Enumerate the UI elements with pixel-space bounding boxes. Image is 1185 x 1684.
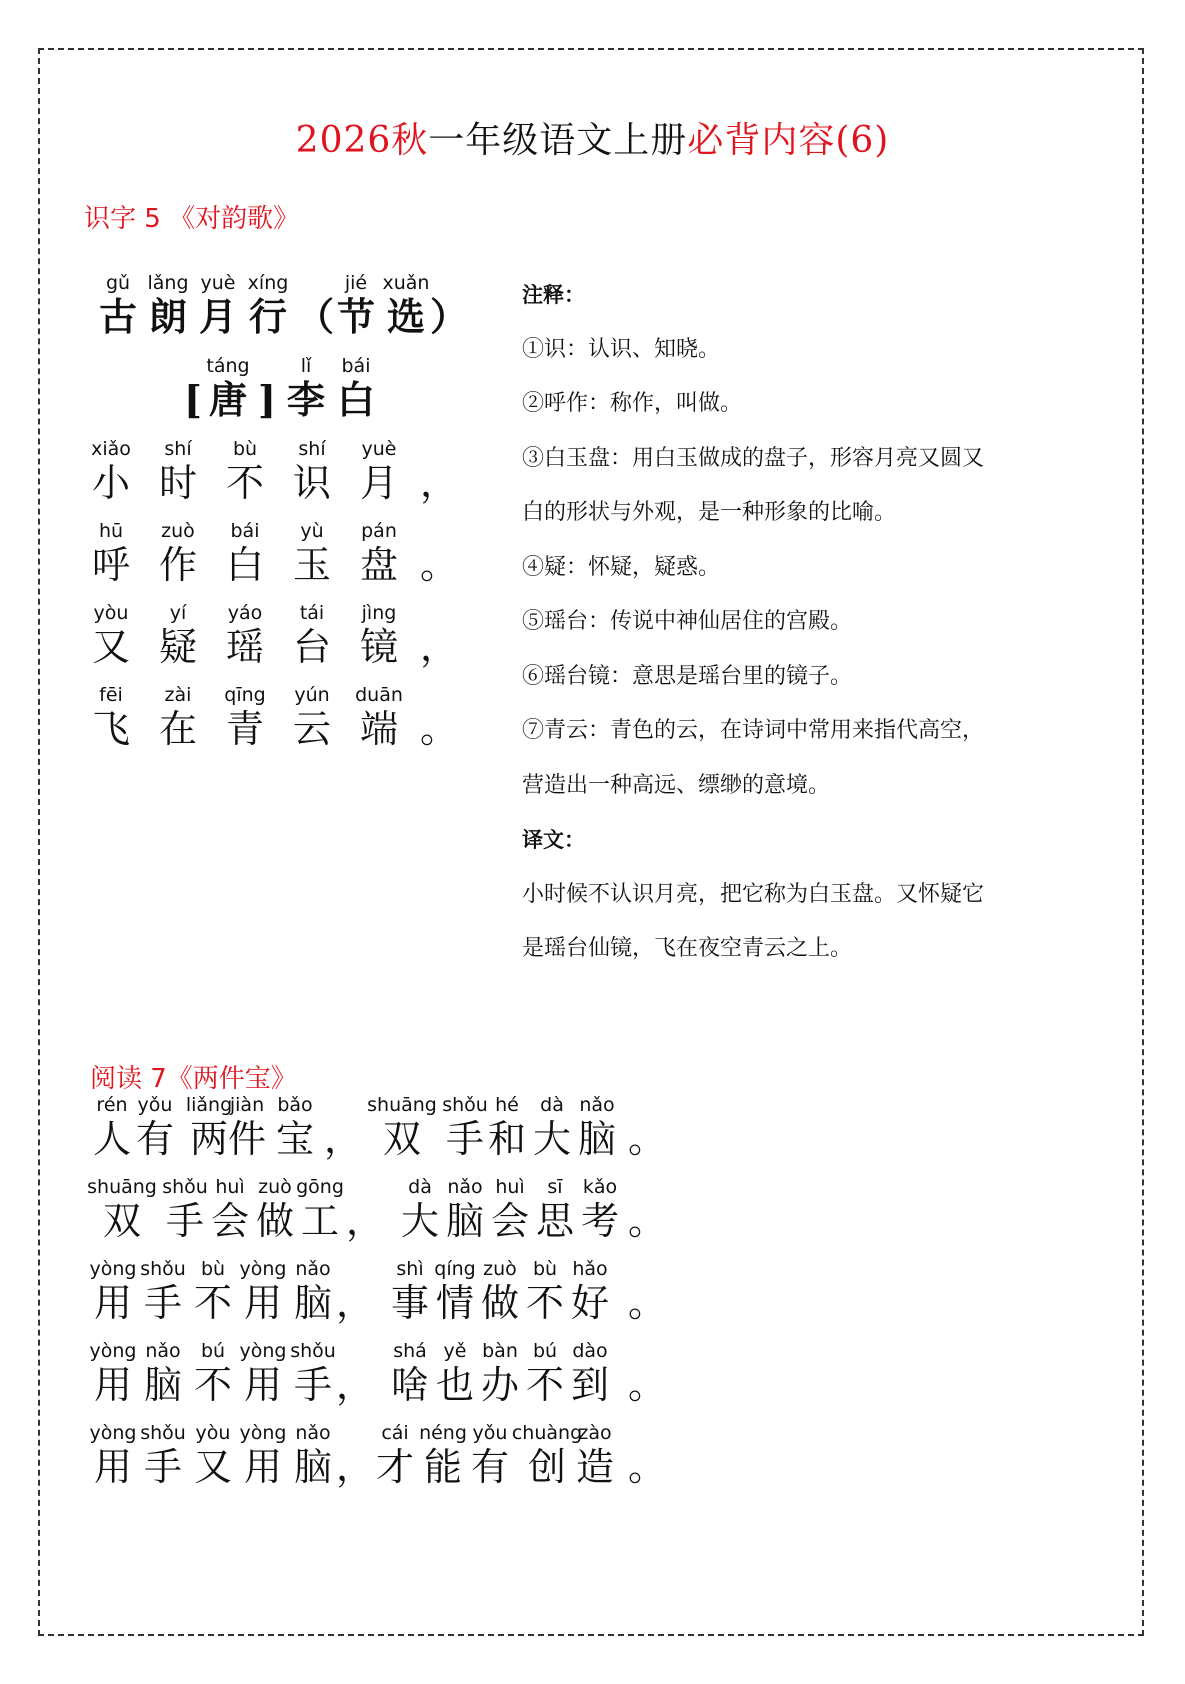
hanzi: 。 bbox=[627, 1117, 666, 1161]
char-cell bbox=[81, 438, 141, 506]
char-cell bbox=[188, 1258, 238, 1326]
hanzi: 。 bbox=[627, 1445, 666, 1489]
hanzi: 手 bbox=[293, 1363, 332, 1407]
hanzi: 台 bbox=[292, 625, 331, 669]
hanzi: 大 bbox=[532, 1117, 571, 1161]
pinyin: nǎo bbox=[295, 1258, 331, 1280]
char-cell bbox=[430, 1258, 480, 1326]
hanzi: 有 bbox=[470, 1445, 509, 1489]
hanzi: 选 bbox=[386, 294, 425, 339]
punctuation: 。 bbox=[420, 543, 459, 587]
pinyin: fēi bbox=[99, 684, 123, 706]
char-cell bbox=[370, 1422, 420, 1490]
hanzi: 有 bbox=[135, 1117, 174, 1161]
hanzi: 在 bbox=[158, 707, 197, 751]
translation-line: 小时候不认识月亮，把它称为白玉盘。又怀疑它 bbox=[522, 881, 985, 907]
hanzi: ， bbox=[345, 1199, 384, 1243]
char-cell bbox=[475, 1258, 525, 1326]
page-title bbox=[0, 112, 1185, 163]
char-cell bbox=[565, 1258, 615, 1326]
char-cell bbox=[440, 1176, 490, 1244]
pinyin: yòu bbox=[195, 1422, 231, 1444]
hanzi: 盘 bbox=[359, 543, 398, 587]
note-line: ⑤瑶台：传说中神仙居住的宫殿。 bbox=[522, 609, 853, 634]
char-cell bbox=[570, 1422, 620, 1490]
pinyin: yòng bbox=[89, 1340, 137, 1362]
char-cell bbox=[333, 355, 379, 423]
hanzi: 。 bbox=[627, 1281, 666, 1325]
hanzi: 云 bbox=[292, 707, 331, 751]
char-cell bbox=[238, 1258, 288, 1326]
pinyin: tái bbox=[299, 602, 325, 624]
hanzi: 。 bbox=[627, 1363, 666, 1407]
hanzi: 情 bbox=[435, 1281, 474, 1325]
pinyin: nǎo bbox=[579, 1094, 615, 1116]
pinyin: bàn bbox=[482, 1340, 518, 1362]
char-cell bbox=[349, 602, 409, 670]
pinyin: sī bbox=[547, 1176, 563, 1198]
hanzi: 脑 bbox=[577, 1117, 616, 1161]
hanzi: 又 bbox=[193, 1445, 232, 1489]
hanzi: 创 bbox=[527, 1445, 566, 1489]
char-cell bbox=[88, 1258, 138, 1326]
char-cell bbox=[349, 438, 409, 506]
pinyin: chuàng bbox=[511, 1422, 583, 1444]
pinyin: yù bbox=[300, 520, 324, 542]
pinyin: yòng bbox=[89, 1258, 137, 1280]
pinyin: zài bbox=[164, 684, 192, 706]
char-cell bbox=[622, 1094, 672, 1162]
char-cell bbox=[367, 1094, 437, 1162]
char-cell bbox=[148, 684, 208, 752]
pinyin: shí bbox=[164, 438, 192, 460]
translation-list bbox=[522, 868, 1122, 977]
pinyin: xíng bbox=[247, 272, 289, 294]
hanzi: 宝 bbox=[275, 1117, 314, 1161]
char-cell bbox=[330, 1258, 380, 1326]
pinyin: lǎng bbox=[147, 272, 189, 294]
hanzi: 造 bbox=[575, 1445, 614, 1489]
pinyin: néng bbox=[419, 1422, 467, 1444]
hanzi: 青 bbox=[225, 707, 264, 751]
char-cell bbox=[295, 1176, 345, 1244]
char-cell bbox=[81, 520, 141, 588]
hanzi: 端 bbox=[359, 707, 398, 751]
char-cell bbox=[148, 520, 208, 588]
note-line: ⑦青云：青色的云，在诗词中常用来指代高空， bbox=[522, 718, 985, 743]
pinyin: yě bbox=[443, 1340, 467, 1362]
note-line: 营造出一种高远、缥缈的意境。 bbox=[522, 772, 831, 798]
char-cell bbox=[87, 1176, 157, 1244]
char-cell bbox=[215, 438, 275, 506]
pinyin: jié bbox=[344, 272, 368, 294]
pinyin: huì bbox=[215, 1176, 245, 1198]
hanzi: 飞 bbox=[91, 707, 130, 751]
pinyin: bú bbox=[532, 1340, 558, 1362]
char-cell bbox=[482, 1094, 532, 1162]
hanzi: 用 bbox=[93, 1363, 132, 1407]
hanzi: 又 bbox=[91, 625, 130, 669]
pinyin: jìng bbox=[361, 602, 397, 624]
hanzi: 镜 bbox=[359, 625, 398, 669]
hanzi: 白 bbox=[225, 543, 264, 587]
hanzi: 识 bbox=[292, 461, 331, 505]
hanzi: 会 bbox=[490, 1199, 529, 1243]
pinyin: xuǎn bbox=[382, 272, 430, 294]
hanzi: 两 bbox=[189, 1117, 228, 1161]
char-cell bbox=[385, 1340, 435, 1408]
hanzi: ， bbox=[335, 1363, 374, 1407]
hanzi: 好 bbox=[570, 1281, 609, 1325]
hanzi: 也 bbox=[435, 1363, 474, 1407]
hanzi: ， bbox=[335, 1281, 374, 1325]
char-cell bbox=[520, 1258, 570, 1326]
pinyin: shuāng bbox=[87, 1176, 157, 1198]
char-cell bbox=[349, 520, 409, 588]
section1-heading: 识字 5 《对韵歌》 bbox=[84, 204, 300, 234]
hanzi: 思 bbox=[535, 1199, 574, 1243]
char-cell bbox=[243, 272, 293, 340]
char-cell bbox=[138, 1340, 188, 1408]
hanzi: 小 bbox=[91, 461, 130, 505]
hanzi: 月 bbox=[359, 461, 398, 505]
pinyin: bù bbox=[232, 438, 258, 460]
pinyin: rén bbox=[96, 1094, 128, 1116]
pinyin: xiǎo bbox=[91, 438, 131, 460]
hanzi: 用 bbox=[93, 1281, 132, 1325]
punctuation: ， bbox=[420, 461, 459, 505]
hanzi: [ bbox=[184, 377, 202, 422]
char-cell bbox=[81, 684, 141, 752]
char-cell bbox=[330, 1340, 380, 1408]
char-cell bbox=[622, 1422, 672, 1490]
hanzi: 会 bbox=[210, 1199, 249, 1243]
pinyin: yáo bbox=[227, 602, 263, 624]
pinyin: zuò bbox=[161, 520, 195, 542]
pinyin: yí bbox=[169, 602, 187, 624]
char-cell bbox=[385, 1258, 435, 1326]
hanzi: 用 bbox=[243, 1363, 282, 1407]
hanzi: 手 bbox=[445, 1117, 484, 1161]
hanzi: 呼 bbox=[91, 543, 130, 587]
char-cell bbox=[418, 1422, 468, 1490]
pinyin: cái bbox=[381, 1422, 409, 1444]
hanzi: （ bbox=[295, 294, 334, 339]
hanzi: 脑 bbox=[445, 1199, 484, 1243]
hanzi: 节 bbox=[336, 294, 375, 339]
pinyin: shí bbox=[298, 438, 326, 460]
pinyin: qīng bbox=[224, 684, 266, 706]
char-cell bbox=[188, 1422, 238, 1490]
translation-line: 是瑶台仙镜，飞在夜空青云之上。 bbox=[522, 936, 853, 961]
char-cell bbox=[130, 1094, 180, 1162]
char-cell bbox=[188, 1340, 238, 1408]
title-mid: 一年级语文上册 bbox=[428, 120, 688, 161]
hanzi: 手 bbox=[143, 1281, 182, 1325]
pinyin: yǒu bbox=[472, 1422, 508, 1444]
char-cell bbox=[575, 1176, 625, 1244]
hanzi: 用 bbox=[243, 1281, 282, 1325]
char-cell bbox=[81, 602, 141, 670]
hanzi: 手 bbox=[165, 1199, 204, 1243]
char-cell bbox=[93, 272, 143, 340]
hanzi: ） bbox=[429, 294, 468, 339]
char-cell bbox=[430, 1340, 480, 1408]
char-cell bbox=[530, 1176, 580, 1244]
pinyin: yòng bbox=[239, 1258, 287, 1280]
notes-panel bbox=[522, 268, 1122, 977]
hanzi: 和 bbox=[487, 1117, 526, 1161]
char-cell bbox=[238, 1340, 288, 1408]
hanzi: 不 bbox=[525, 1281, 564, 1325]
pinyin: yòng bbox=[239, 1340, 287, 1362]
char-cell bbox=[215, 684, 275, 752]
pinyin: shá bbox=[393, 1340, 427, 1362]
hanzi: 月 bbox=[198, 294, 237, 339]
pinyin: yòu bbox=[93, 602, 129, 624]
hanzi: 古 bbox=[98, 294, 137, 339]
char-cell bbox=[331, 272, 381, 340]
pinyin: yòng bbox=[89, 1422, 137, 1444]
pinyin: nǎo bbox=[295, 1422, 331, 1444]
char-cell bbox=[222, 1094, 272, 1162]
char-cell bbox=[520, 1340, 570, 1408]
hanzi: 考 bbox=[580, 1199, 619, 1243]
char-cell bbox=[318, 1094, 368, 1162]
pinyin: yǒu bbox=[137, 1094, 173, 1116]
notes-heading: 注释： bbox=[522, 283, 585, 307]
char-cell bbox=[148, 602, 208, 670]
char-cell bbox=[138, 1258, 188, 1326]
hanzi: 时 bbox=[158, 461, 197, 505]
hanzi: 件 bbox=[227, 1117, 266, 1161]
hanzi: 双 bbox=[382, 1117, 421, 1161]
hanzi: 朗 bbox=[148, 294, 187, 339]
char-cell bbox=[148, 438, 208, 506]
hanzi: 用 bbox=[93, 1445, 132, 1489]
char-cell bbox=[282, 438, 342, 506]
hanzi: 用 bbox=[243, 1445, 282, 1489]
hanzi: 脑 bbox=[143, 1363, 182, 1407]
pinyin: hé bbox=[495, 1094, 519, 1116]
char-cell bbox=[395, 1176, 445, 1244]
pinyin: jiàn bbox=[229, 1094, 265, 1116]
char-cell bbox=[340, 1176, 390, 1244]
pinyin: zuò bbox=[258, 1176, 292, 1198]
char-cell bbox=[238, 1422, 288, 1490]
hanzi: 做 bbox=[480, 1281, 519, 1325]
pinyin: nǎo bbox=[145, 1340, 181, 1362]
hanzi: 不 bbox=[193, 1281, 232, 1325]
hanzi: 到 bbox=[570, 1363, 609, 1407]
pinyin: gōng bbox=[296, 1176, 344, 1198]
char-cell bbox=[485, 1176, 535, 1244]
pinyin: lǐ bbox=[300, 355, 312, 377]
translation-heading: 译文： bbox=[522, 828, 585, 852]
pinyin: bǎo bbox=[277, 1094, 313, 1116]
char-cell bbox=[622, 1340, 672, 1408]
pinyin: bái bbox=[230, 520, 260, 542]
hanzi: ， bbox=[335, 1445, 374, 1489]
pinyin: dà bbox=[408, 1176, 432, 1198]
pinyin: shì bbox=[396, 1258, 424, 1280]
char-cell bbox=[205, 1176, 255, 1244]
hanzi: 。 bbox=[627, 1199, 666, 1243]
pinyin: nǎo bbox=[447, 1176, 483, 1198]
pinyin: shuāng bbox=[367, 1094, 437, 1116]
char-cell bbox=[282, 520, 342, 588]
pinyin: shǒu bbox=[162, 1176, 208, 1198]
char-cell bbox=[270, 1094, 320, 1162]
char-cell bbox=[565, 1340, 615, 1408]
note-line: ⑥瑶台镜：意思是瑶台里的镜子。 bbox=[522, 663, 853, 689]
title-tail: 必背内容(6) bbox=[687, 120, 890, 161]
pinyin: shǒu bbox=[442, 1094, 488, 1116]
hanzi: 人 bbox=[92, 1117, 131, 1161]
hanzi: 玉 bbox=[292, 543, 331, 587]
pinyin: bù bbox=[200, 1258, 226, 1280]
hanzi: 双 bbox=[102, 1199, 141, 1243]
hanzi: 李 bbox=[286, 377, 325, 422]
pinyin: yòng bbox=[239, 1422, 287, 1444]
hanzi: 作 bbox=[158, 543, 197, 587]
char-cell bbox=[88, 1422, 138, 1490]
hanzi: 手 bbox=[143, 1445, 182, 1489]
hanzi: ] bbox=[258, 377, 276, 422]
hanzi: ， bbox=[323, 1117, 362, 1161]
pinyin: yuè bbox=[361, 438, 397, 460]
pinyin: zào bbox=[578, 1422, 612, 1444]
pinyin: yún bbox=[294, 684, 330, 706]
note-line: ④疑：怀疑，疑惑。 bbox=[522, 554, 721, 580]
pinyin: yuè bbox=[200, 272, 236, 294]
hanzi: 做 bbox=[255, 1199, 294, 1243]
char-cell bbox=[349, 684, 409, 752]
hanzi: 瑶 bbox=[225, 625, 264, 669]
pinyin: dào bbox=[572, 1340, 608, 1362]
char-cell bbox=[282, 602, 342, 670]
hanzi: 办 bbox=[480, 1363, 519, 1407]
pinyin: bù bbox=[532, 1258, 558, 1280]
hanzi: 不 bbox=[525, 1363, 564, 1407]
pinyin: pán bbox=[361, 520, 397, 542]
hanzi: 事 bbox=[390, 1281, 429, 1325]
pinyin: bái bbox=[341, 355, 371, 377]
hanzi: 唐 bbox=[208, 377, 247, 422]
char-cell bbox=[527, 1094, 577, 1162]
char-cell bbox=[250, 1176, 300, 1244]
pinyin: huì bbox=[495, 1176, 525, 1198]
note-line: ③白玉盘：用白玉做成的盘子，形容月亮又圆又 bbox=[522, 445, 985, 471]
pinyin: duān bbox=[355, 684, 403, 706]
char-cell bbox=[282, 684, 342, 752]
pinyin: bú bbox=[200, 1340, 226, 1362]
pinyin: hǎo bbox=[572, 1258, 608, 1280]
title-year: 2026秋 bbox=[295, 120, 429, 161]
pinyin: qíng bbox=[434, 1258, 476, 1280]
pinyin: liǎng bbox=[185, 1094, 233, 1116]
char-cell bbox=[465, 1422, 515, 1490]
note-line: 白的形状与外观，是一种形象的比喻。 bbox=[522, 500, 897, 525]
char-cell bbox=[283, 355, 329, 423]
hanzi: 才 bbox=[375, 1445, 414, 1489]
hanzi: 脑 bbox=[293, 1445, 332, 1489]
pinyin: zuò bbox=[483, 1258, 517, 1280]
pinyin: kǎo bbox=[582, 1176, 618, 1198]
hanzi: 白 bbox=[336, 377, 375, 422]
punctuation: 。 bbox=[420, 707, 459, 751]
char-cell bbox=[475, 1340, 525, 1408]
char-cell bbox=[572, 1094, 622, 1162]
pinyin: shǒu bbox=[140, 1422, 186, 1444]
note-line: ②呼作：称作，叫做。 bbox=[522, 391, 743, 416]
hanzi: 不 bbox=[225, 461, 264, 505]
punctuation: ， bbox=[420, 625, 459, 669]
char-cell bbox=[160, 1176, 210, 1244]
pinyin: dà bbox=[540, 1094, 564, 1116]
char-cell bbox=[622, 1258, 672, 1326]
char-cell bbox=[88, 1340, 138, 1408]
char-cell bbox=[622, 1176, 672, 1244]
char-cell bbox=[143, 272, 193, 340]
char-cell bbox=[215, 602, 275, 670]
pinyin: hū bbox=[98, 520, 124, 542]
hanzi: 大 bbox=[400, 1199, 439, 1243]
section2-heading: 阅读 7《两件宝》 bbox=[90, 1064, 297, 1094]
char-cell bbox=[424, 272, 474, 340]
notes-list bbox=[522, 323, 1122, 814]
hanzi: 行 bbox=[248, 294, 287, 339]
char-cell bbox=[215, 520, 275, 588]
hanzi: 疑 bbox=[158, 625, 197, 669]
pinyin: shǒu bbox=[290, 1340, 336, 1362]
pinyin: gǔ bbox=[105, 272, 131, 294]
pinyin: shǒu bbox=[140, 1258, 186, 1280]
hanzi: 工 bbox=[300, 1199, 339, 1243]
hanzi: 能 bbox=[423, 1445, 462, 1489]
hanzi: 脑 bbox=[293, 1281, 332, 1325]
hanzi: 啥 bbox=[390, 1363, 429, 1407]
char-cell bbox=[138, 1422, 188, 1490]
pinyin: táng bbox=[206, 355, 250, 377]
hanzi: 不 bbox=[193, 1363, 232, 1407]
note-line: ①识：认识、知晓。 bbox=[522, 336, 721, 362]
char-cell bbox=[193, 272, 243, 340]
